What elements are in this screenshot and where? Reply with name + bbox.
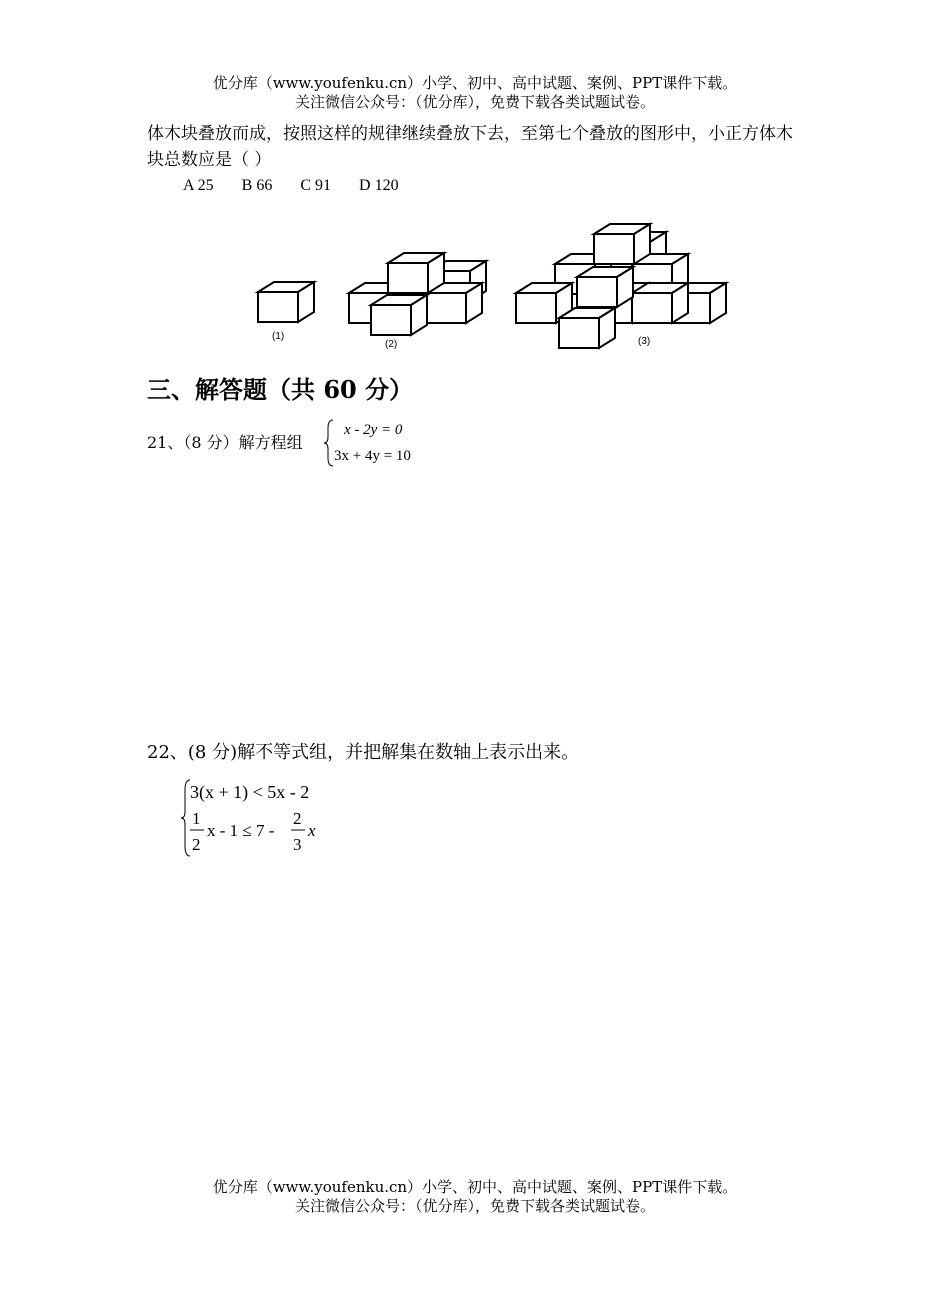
inequality-22-1: 3(x + 1) < 5x - 2 bbox=[190, 782, 310, 802]
cube-figure-2 bbox=[349, 253, 486, 335]
fraction-2-numerator: 2 bbox=[293, 809, 302, 828]
footer-line-1: 优分库（www.youfenku.cn）小学、初中、高中试题、案例、PPT课件下载。 bbox=[212, 1178, 738, 1196]
inequality-22-2-middle: x - 1 ≤ 7 - bbox=[207, 821, 275, 840]
equation-21-1: x - 2y = 0 bbox=[344, 422, 403, 438]
figure-label-1: (1) bbox=[272, 331, 285, 342]
section-3-title: 三、解答题（共 60 分） bbox=[147, 375, 414, 404]
inequality-system-22 bbox=[180, 776, 340, 860]
cube-stack-figure bbox=[250, 220, 740, 355]
option-b: B 66 bbox=[241, 177, 273, 194]
question-20-text: 体木块叠放而成，按照这样的规律继续叠放下去，至第七个叠放的图形中，小正方体木块总数应是（ ） bbox=[147, 124, 793, 170]
inequality-22-2-tail: x bbox=[308, 821, 316, 840]
question-22-prompt: 22、(8 分)解不等式组，并把解集在数轴上表示出来。 bbox=[147, 742, 580, 763]
header-line-1: 优分库（www.youfenku.cn）小学、初中、高中试题、案例、PPT课件下载。 bbox=[212, 74, 738, 92]
fraction-1-numerator: 1 bbox=[192, 809, 201, 828]
equation-21-2: 3x + 4y = 10 bbox=[334, 448, 411, 464]
page-header bbox=[0, 74, 950, 112]
figure-label-3: (3) bbox=[638, 336, 651, 347]
question-21-prompt: 21、（8 分）解方程组 bbox=[147, 433, 303, 452]
footer-line-2: 关注微信公众号：（优分库），免费下载各类试题试卷。 bbox=[294, 1197, 655, 1215]
page-footer bbox=[0, 1178, 950, 1216]
equation-system-21 bbox=[324, 416, 444, 470]
fraction-2-denominator: 3 bbox=[293, 835, 302, 854]
header-line-2: 关注微信公众号：（优分库），免费下载各类试题试卷。 bbox=[294, 93, 655, 111]
figure-label-2: (2) bbox=[385, 339, 398, 350]
option-c: C 91 bbox=[300, 177, 332, 194]
question-20-options bbox=[183, 177, 423, 195]
option-a: A 25 bbox=[183, 177, 214, 194]
option-d: D 120 bbox=[359, 177, 399, 194]
fraction-1-denominator: 2 bbox=[192, 835, 201, 854]
cube-figure-1 bbox=[258, 282, 314, 322]
cube-figure-3 bbox=[516, 224, 726, 348]
